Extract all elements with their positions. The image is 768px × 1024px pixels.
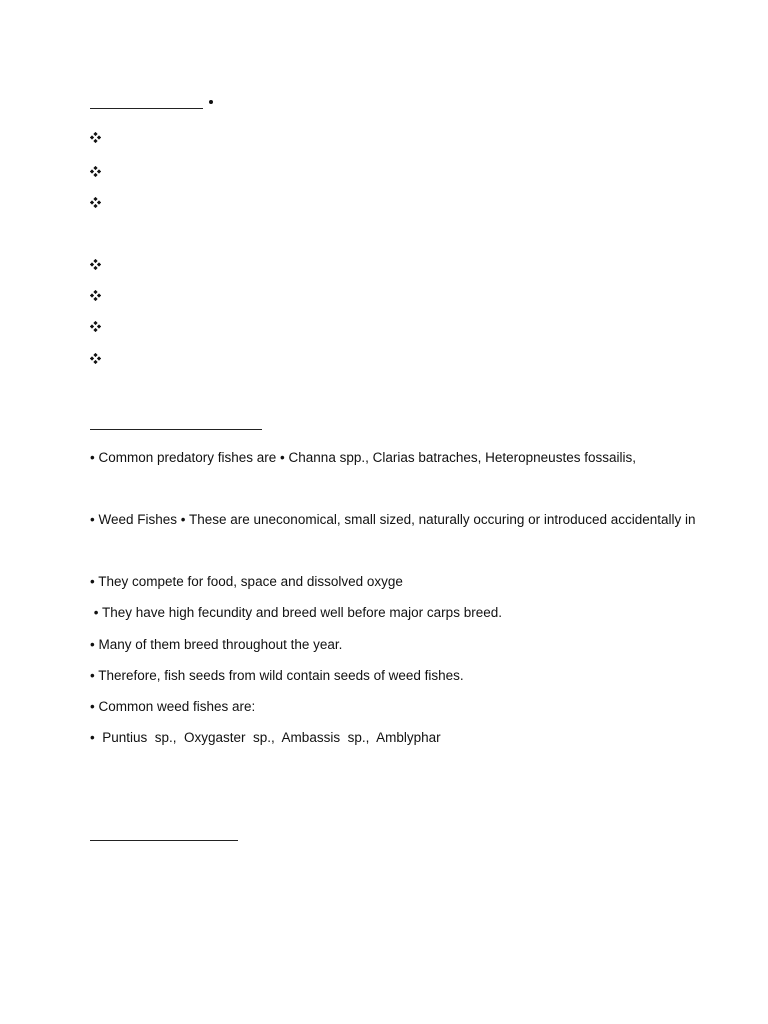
- weed-fishes-intro-line: • Weed Fishes • These are uneconomical, small sized, naturally occuring or introduced accidentally in: [90, 512, 696, 527]
- section-underline: [90, 429, 262, 430]
- diamond-bullet-icon: [90, 132, 101, 143]
- diamond-bullet-icon: [90, 259, 101, 270]
- compete-line: • They compete for food, space and dissolved oxyge: [90, 574, 403, 589]
- diamond-bullet-icon: [90, 290, 101, 301]
- common-weed-fishes-line: • Common weed fishes are:: [90, 699, 256, 714]
- diamond-bullet-icon: [90, 166, 101, 177]
- species-list-line: • Puntius sp., Oxygaster sp., Ambassis sp., Amblyphar: [90, 730, 441, 745]
- fish-seeds-line: • Therefore, fish seeds from wild contain seeds of weed fishes.: [90, 668, 464, 683]
- heading-underline: [90, 108, 203, 109]
- section-underline: [90, 840, 238, 841]
- diamond-bullet-icon: [90, 321, 101, 332]
- heading-bullet-dot: [209, 100, 213, 104]
- diamond-bullet-icon: [90, 197, 101, 208]
- predatory-fishes-line: • Common predatory fishes are • Channa spp., Clarias batraches, Heteropneustes fossailis,: [90, 450, 636, 465]
- diamond-bullet-icon: [90, 353, 101, 364]
- fecundity-line: • They have high fecundity and breed well before major carps breed.: [90, 605, 502, 620]
- breed-year-line: • Many of them breed throughout the year.: [90, 637, 343, 652]
